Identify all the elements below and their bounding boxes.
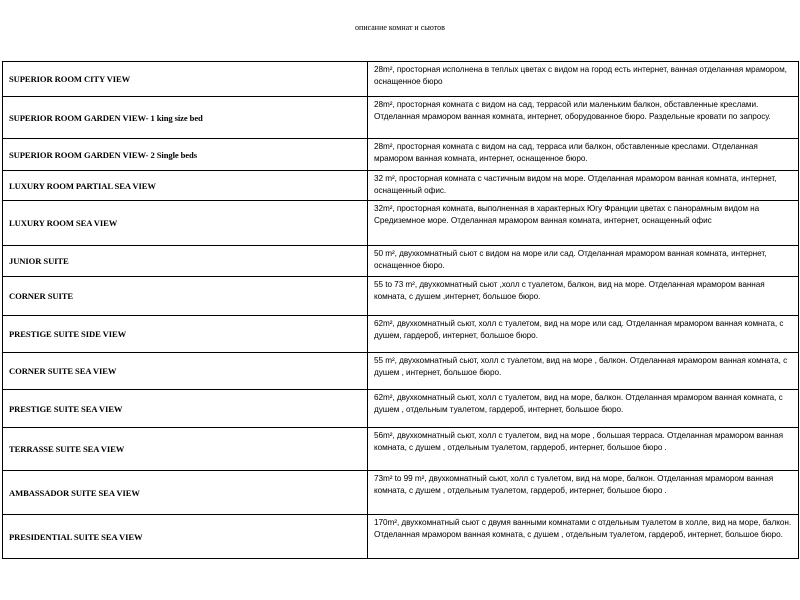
table-row bbox=[3, 246, 799, 277]
room-name: CORNER SUITE SEA VIEW bbox=[3, 353, 368, 390]
room-description: 55 m², двухкомнатный сьют, холл с туалетом, вид на море , балкон. Отделанная мрамором ванная комната, с душем , интернет, большое бюро. bbox=[368, 353, 799, 390]
table-row bbox=[3, 171, 799, 201]
table-row bbox=[3, 62, 799, 97]
room-name: PRESTIGE SUITE SIDE VIEW bbox=[3, 316, 368, 353]
room-description: 28m², просторная комната с видом на сад, террасой или маленьким балкон, обставленные креслами. Отделанная мрамором ванная комната, интернет, оборудованное бюро. Раздельные кровати по запросу. bbox=[368, 97, 799, 139]
table-row bbox=[3, 471, 799, 515]
room-name: JUNIOR SUITE bbox=[3, 246, 368, 277]
room-description: 62m², двухкомнатный сьют, холл с туалетом, вид на море или сад. Отделанная мрамором ванная комната, с душем, гардероб, интернет, большое бюро. bbox=[368, 316, 799, 353]
room-description: 62m², двухкомнатный сьют, холл с туалетом, вид на море, балкон. Отделанная мрамором ванная комната, с душем , отдельным туалетом, гардероб, интернет, большое бюро. bbox=[368, 390, 799, 428]
table-row bbox=[3, 515, 799, 559]
room-name: SUPERIOR ROOM GARDEN VIEW- 2 Single beds bbox=[3, 139, 368, 171]
page-title: описание комнат и сьютов bbox=[355, 23, 445, 32]
room-description: 28m², просторная комната с видом на сад, терраса или балкон, обставленные креслами. Отделанная мрамором ванная комната, интернет, оснащенное бюро. bbox=[368, 139, 799, 171]
room-description: 50 m², двухкомнатный сьют с видом на море или сад. Отделанная мрамором ванная комната, интернет, оснащенное бюро. bbox=[368, 246, 799, 277]
room-description: 55 to 73 m², двухкомнатный сьют ,холл с туалетом, балкон, вид на море. Отделанная мрамором ванная комната, с душем ,интернет, большое бюро. bbox=[368, 277, 799, 316]
room-name: SUPERIOR ROOM CITY VIEW bbox=[3, 62, 368, 97]
room-name: CORNER SUITE bbox=[3, 277, 368, 316]
room-description: 32 m², просторная комната с частичным видом на море. Отделанная мрамором ванная комната, интернет, оснащенный офис. bbox=[368, 171, 799, 201]
room-description: 28m², просторная исполнена в теплых цветах с видом на город есть интернет, ванная отделанная мрамором, оснащенное бюро bbox=[368, 62, 799, 97]
room-description: 32m², просторная комната, выполненная в характерных Югу Франции цветах с панорамным видом на Средиземное море. Отделанная мрамором ванная комната, интернет, оснащенный офис bbox=[368, 201, 799, 246]
room-description: 73m² to 99 m², двухкомнатный сьют, холл с туалетом, вид на море, балкон. Отделанная мрамором ванная комната, с душем , отдельным туалетом, гардероб, интернет, большое бюро . bbox=[368, 471, 799, 515]
table-row bbox=[3, 353, 799, 390]
room-name: PRESTIGE SUITE SEA VIEW bbox=[3, 390, 368, 428]
rooms-table bbox=[2, 61, 799, 559]
room-name: LUXURY ROOM SEA VIEW bbox=[3, 201, 368, 246]
room-name: LUXURY ROOM PARTIAL SEA VIEW bbox=[3, 171, 368, 201]
table-row bbox=[3, 97, 799, 139]
room-name: SUPERIOR ROOM GARDEN VIEW- 1 king size bed bbox=[3, 97, 368, 139]
table-row bbox=[3, 428, 799, 471]
table-row bbox=[3, 390, 799, 428]
room-description: 56m², двухкомнатный сьют, холл с туалетом, вид на море , большая терраса. Отделанная мрамором ванная комната, с душем , отдельным туалетом, гардероб, интернет, большое бюро . bbox=[368, 428, 799, 471]
room-name: TERRASSE SUITE SEA VIEW bbox=[3, 428, 368, 471]
room-description: 170m², двухкомнатный сьют с двумя ванными комнатами с отдельным туалетом в холле, вид на море, балкон. Отделанная мрамором ванная комната, с душем , отдельным туалетом, гардероб, интернет, большое бюро. bbox=[368, 515, 799, 559]
table-row bbox=[3, 139, 799, 171]
table-row bbox=[3, 201, 799, 246]
table-row bbox=[3, 316, 799, 353]
table-row bbox=[3, 277, 799, 316]
room-name: AMBASSADOR SUITE SEA VIEW bbox=[3, 471, 368, 515]
room-name: PRESIDENTIAL SUITE SEA VIEW bbox=[3, 515, 368, 559]
